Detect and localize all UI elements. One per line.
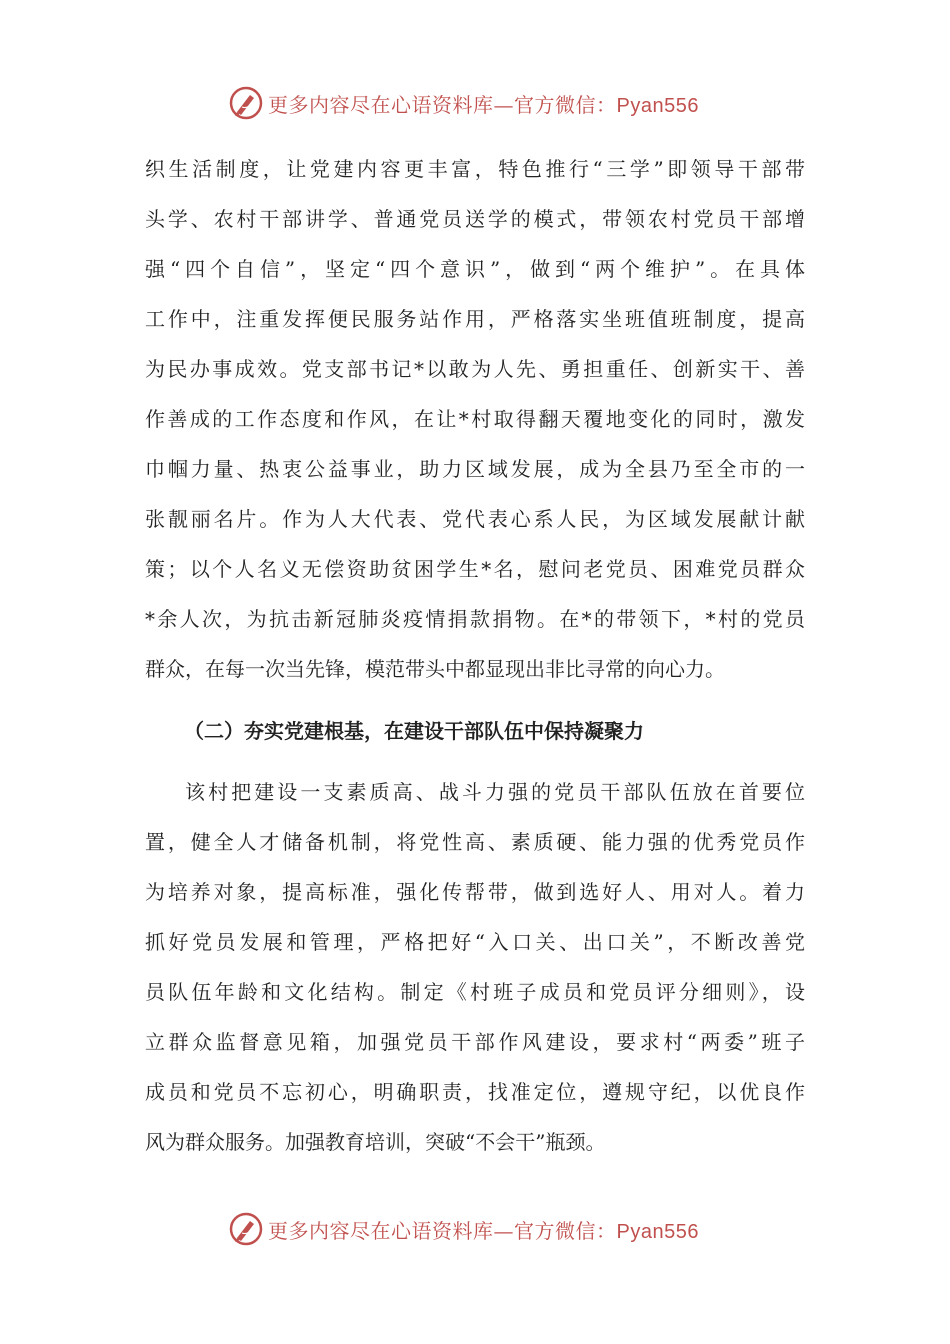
watermark-wechat-id: Pyan556	[616, 1220, 699, 1243]
watermark-banner-top	[228, 83, 699, 123]
watermark-dash: —	[493, 1218, 514, 1243]
paragraph-line: 为民办事成效。党支部书记*以敢为人先、勇担重任、创新实干、善	[145, 357, 805, 381]
paragraph-line: 作善成的工作态度和作风，在让*村取得翻天覆地变化的同时，激发	[145, 407, 805, 431]
section-heading: （二）夯实党建根基，在建设干部队伍中保持凝聚力	[184, 719, 644, 743]
paragraph-line: 抓好党员发展和管理，严格把好“入口关、出口关”，不断改善党	[145, 930, 805, 954]
watermark-prefix: 更多内容尽在心语资料库	[268, 1218, 494, 1243]
pen-logo-icon	[228, 85, 264, 121]
watermark-text	[268, 1215, 699, 1244]
paragraph-line: 员队伍年龄和文化结构。制定《村班子成员和党员评分细则》，设	[145, 980, 805, 1004]
paragraph-line: 工作中，注重发挥便民服务站作用，严格落实坐班值班制度，提高	[145, 307, 805, 331]
paragraph-line: 织生活制度，让党建内容更丰富，特色推行“三学”即领导干部带	[145, 157, 805, 181]
paragraph-line: 群众，在每一次当先锋，模范带头中都显现出非比寻常的向心力。	[145, 657, 725, 681]
watermark-prefix: 更多内容尽在心语资料库	[268, 92, 494, 117]
watermark-wechat-label: 官方微信：	[514, 1218, 617, 1243]
watermark-dash: —	[493, 92, 514, 117]
paragraph-line: 风为群众服务。加强教育培训，突破“不会干”瓶颈。	[145, 1130, 606, 1154]
watermark-banner-bottom	[228, 1209, 699, 1249]
paragraph-line: 头学、农村干部讲学、普通党员送学的模式，带领农村党员干部增	[145, 207, 805, 231]
paragraph-line: 为培养对象，提高标准，强化传帮带，做到选好人、用对人。着力	[145, 880, 805, 904]
watermark-wechat-label: 官方微信：	[514, 92, 617, 117]
paragraph-line: *余人次，为抗击新冠肺炎疫情捐款捐物。在*的带领下，*村的党员	[145, 607, 805, 631]
paragraph-line: 置，健全人才储备机制，将党性高、素质硬、能力强的优秀党员作	[145, 830, 805, 854]
paragraph-line: 张靓丽名片。作为人大代表、党代表心系人民，为区域发展献计献	[145, 507, 805, 531]
paragraph-line: 策；以个人名义无偿资助贫困学生*名，慰问老党员、困难党员群众	[145, 557, 805, 581]
paragraph-line: 该村把建设一支素质高、战斗力强的党员干部队伍放在首要位	[185, 780, 805, 804]
paragraph-line: 立群众监督意见箱，加强党员干部作风建设，要求村“两委”班子	[145, 1030, 805, 1054]
pen-logo-icon	[228, 1211, 264, 1247]
watermark-wechat-id: Pyan556	[616, 94, 699, 117]
watermark-text	[268, 89, 699, 118]
paragraph-line: 成员和党员不忘初心，明确职责，找准定位，遵规守纪，以优良作	[145, 1080, 805, 1104]
paragraph-line: 强“四个自信”，坚定“四个意识”，做到“两个维护”。在具体	[145, 257, 805, 281]
paragraph-line: 巾帼力量、热衷公益事业，助力区域发展，成为全县乃至全市的一	[145, 457, 805, 481]
